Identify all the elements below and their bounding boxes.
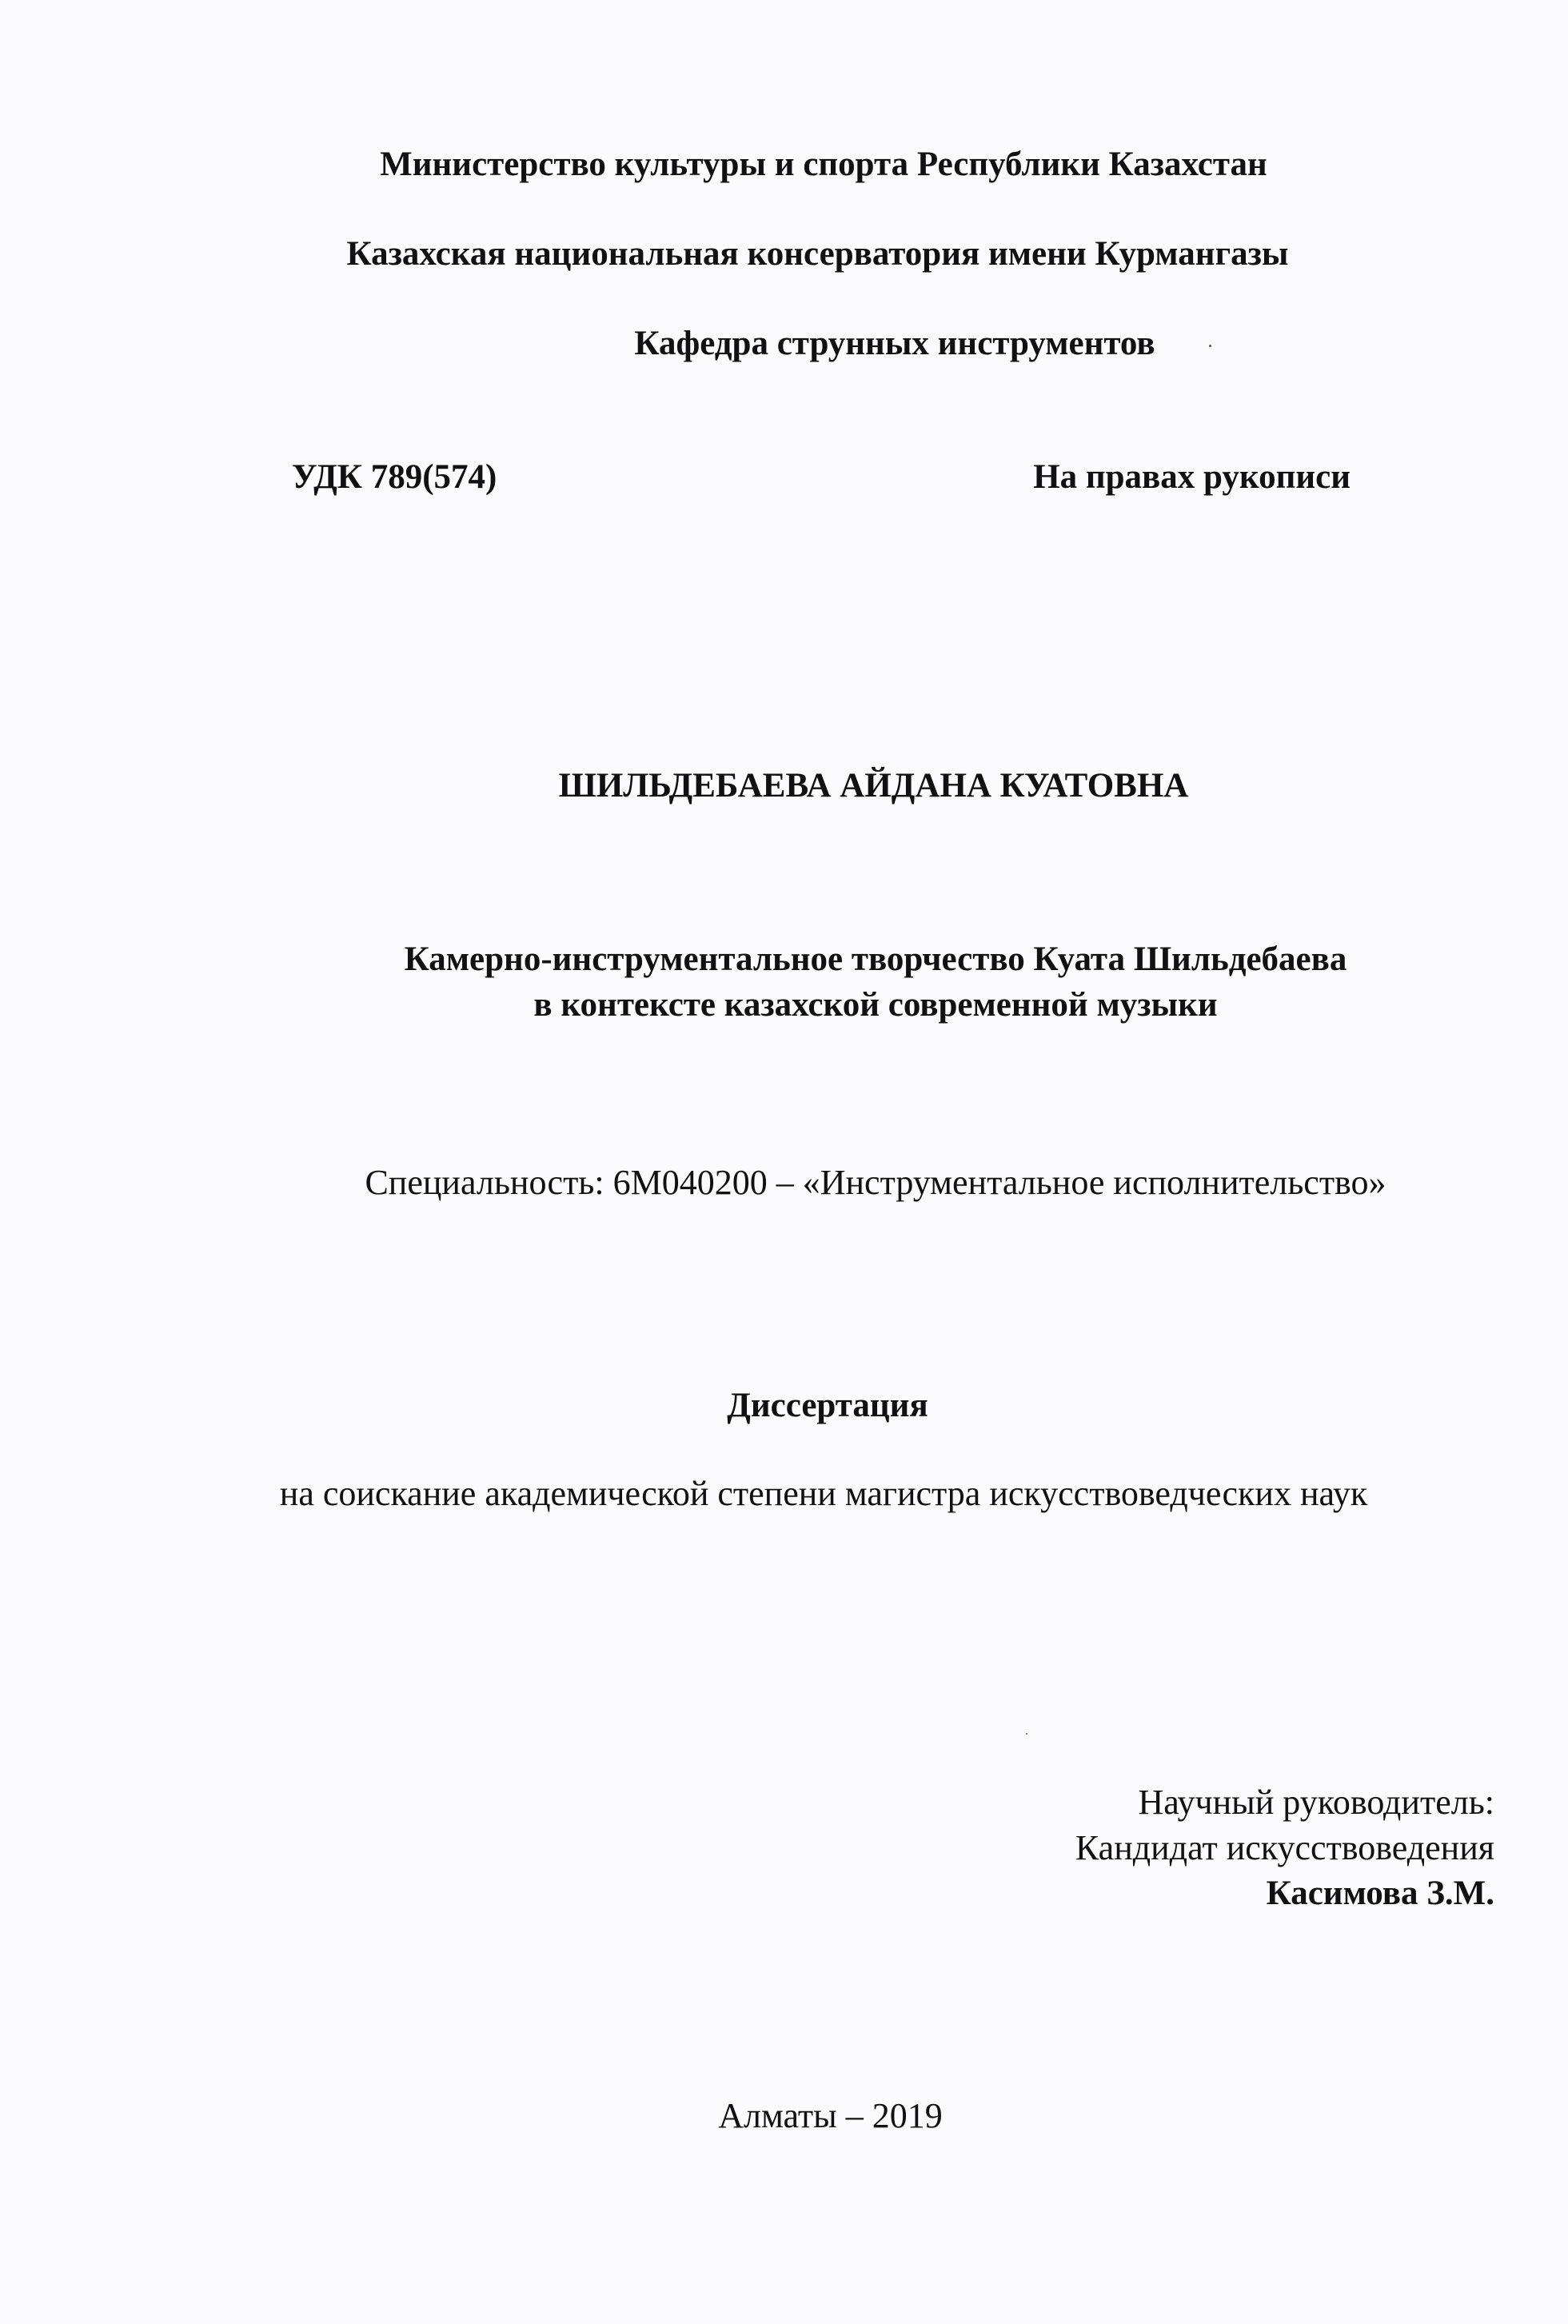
scan-speck	[1209, 345, 1211, 347]
supervisor-label: Научный руководитель:	[1138, 1783, 1494, 1822]
specialty-line: Специальность: 6М040200 – «Инструментальное исполнительство»	[365, 1163, 1386, 1202]
dissertation-label: Диссертация	[727, 1387, 928, 1424]
supervisor-degree: Кандидат искусствоведения	[1075, 1828, 1494, 1867]
city-year: Алматы – 2019	[718, 2096, 943, 2135]
manuscript-rights: На правах рукописи	[1033, 458, 1351, 496]
conservatory-heading: Казахская национальная консерватория имени Курмангазы	[346, 235, 1289, 273]
department-heading: Кафедра струнных инструментов	[634, 325, 1155, 362]
dissertation-title-line-1: Камерно-инструментальное творчество Куата Шильдебаева	[404, 940, 1347, 978]
supervisor-name: Касимова З.М.	[1266, 1875, 1494, 1912]
dissertation-purpose: на соискание академической степени магистра искусствоведческих наук	[279, 1474, 1368, 1513]
author-name: ШИЛЬДЕБАЕВА АЙДАНА КУАТОВНА	[558, 767, 1189, 805]
udk-code: УДК 789(574)	[292, 458, 497, 496]
ministry-heading: Министерство культуры и спорта Республики Казахстан	[380, 146, 1267, 183]
scan-speck	[1026, 1733, 1027, 1735]
dissertation-title-line-2: в контексте казахской современной музыки	[533, 986, 1218, 1024]
